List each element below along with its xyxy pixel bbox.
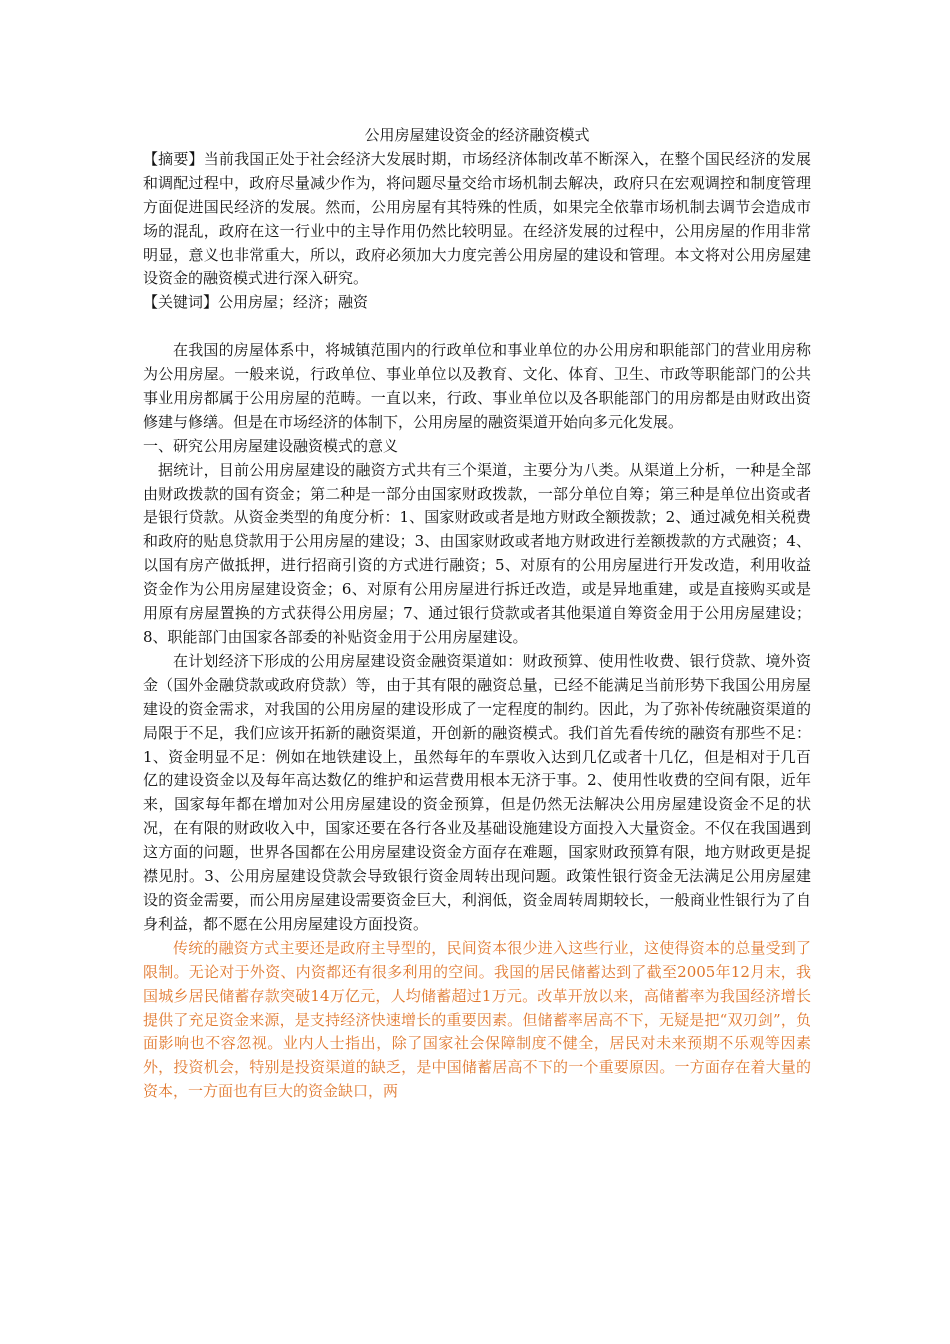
body-paragraph: 在计划经济下形成的公用房屋建设资金融资渠道如：财政预算、使用性收费、银行贷款、境外资金（国外金融贷款或政府贷款）等，由于其有限的融资总量，已经不能满足当前形势下我国公用房屋建设的资金需求，对我国的公用房屋的建设形成了一定程度的制约。因此，为了弥补传统融资渠道的局限于不足，我们应该开拓新的融资渠道，开创新的融资模式。我们首先看传统的融资有那些不足：1、资金明显不足：例如在地铁建设上，虽然每年的车票收入达到几亿或者十几亿，但是相对于几百亿的建设资金以及每年高达数亿的维护和运营费用根本无济于事。2、使用性收费的空间有限，近年来，国家每年都在增加对公用房屋建设的资金预算，但是仍然无法解决公用房屋建设资金不足的状况，在有限的财政收入中，国家还要在各行各业及基础设施建设方面投入大量资金。不仅在我国遇到这方面的问题，世界各国都在公用房屋建设资金方面存在难题，国家财政预算有限，地方财政更是捉襟见肘。3、公用房屋建设贷款会导致银行资金周转出现问题。政策性银行资金无法满足公用房屋建设的资金需要，而公用房屋建设需要资金巨大，利润低，资金周转周期较长，一般商业性银行为了自身利益，都不愿在公用房屋建设方面投资。 bbox=[143, 651, 811, 933]
document-title: 公用房屋建设资金的经济融资模式 bbox=[364, 126, 590, 144]
abstract-paragraph: 【摘要】当前我国正处于社会经济大发展时期，市场经济体制改革不断深入，在整个国民经济的发展和调配过程中，政府尽量减少作为，将问题尽量交给市场机制去解决，政府只在宏观调控和制度管理方面促进国民经济的发展。然而，公用房屋有其特殊的性质，如果完全依靠市场机制去调节会造成市场的混乱，政府在这一行业中的主导作用仍然比较明显。在经济发展的过程中，公用房屋的作用非常明显，意义也非常重大，所以，政府必须加大力度完善公用房屋的建设和管理。本文将对公用房屋建设资金的融资模式进行深入研究。 bbox=[143, 149, 811, 288]
document-page bbox=[143, 124, 811, 1104]
blank-line bbox=[143, 315, 811, 339]
intro-paragraph: 在我国的房屋体系中，将城镇范围内的行政单位和事业单位的办公用房和职能部门的营业用房称为公用房屋。一般来说，行政单位、事业单位以及教育、文化、体育、卫生、市政等职能部门的公共事业用房都属于公用房屋的范畴。一直以来，行政、事业单位以及各职能部门的用房都是由财政出资修建与修缮。但是在市场经济的体制下，公用房屋的融资渠道开始向多元化发展。 bbox=[143, 341, 811, 431]
body-paragraph: 据统计，目前公用房屋建设的融资方式共有三个渠道，主要分为八类。从渠道上分析，一种是全部由财政拨款的国有资金；第二种是一部分由国家财政拨款，一部分单位自筹；第三种是单位出资或者是银行贷款。从资金类型的角度分析：1、国家财政或者是地方财政全额拨款；2、通过减免相关税费和政府的贴息贷款用于公用房屋的建设；3、由国家财政或者地方财政进行差额拨款的方式融资；4、以国有房产做抵押，进行招商引资的方式进行融资；5、对原有的公用房屋进行开发改造，利用收益资金作为公用房屋建设资金；6、对原有公用房屋进行拆迁改造，或是异地重建，或是直接购买或是用原有房屋置换的方式获得公用房屋；7、通过银行贷款或者其他渠道自筹资金用于公用房屋建设；8、职能部门由国家各部委的补贴资金用于公用房屋建设。 bbox=[143, 460, 811, 647]
keywords-line: 【关键词】公用房屋；经济；融资 bbox=[143, 293, 369, 312]
highlighted-paragraph: 传统的融资方式主要还是政府主导型的，民间资本很少进入这些行业，这使得资本的总量受到了限制。无论对于外资、内资都还有很多利用的空间。我国的居民储蓄达到了截至2005年12月末，我国城乡居民储蓄存款突破14万亿元，人均储蓄超过1万元。改革开放以来，高储蓄率为我国经济增长提供了充足资金来源，是支持经济快速增长的重要因素。但储蓄率居高不下，无疑是把“双刃剑”，负面影响也不容忽视。业内人士指出，除了国家社会保障制度不健全，居民对未来预期不乐观等因素外，投资机会，特别是投资渠道的缺乏，是中国储蓄居高不下的一个重要原因。一方面存在着大量的资本，一方面也有巨大的资金缺口，两 bbox=[143, 938, 811, 1101]
section-heading: 一、研究公用房屋建设融资模式的意义 bbox=[143, 436, 399, 455]
